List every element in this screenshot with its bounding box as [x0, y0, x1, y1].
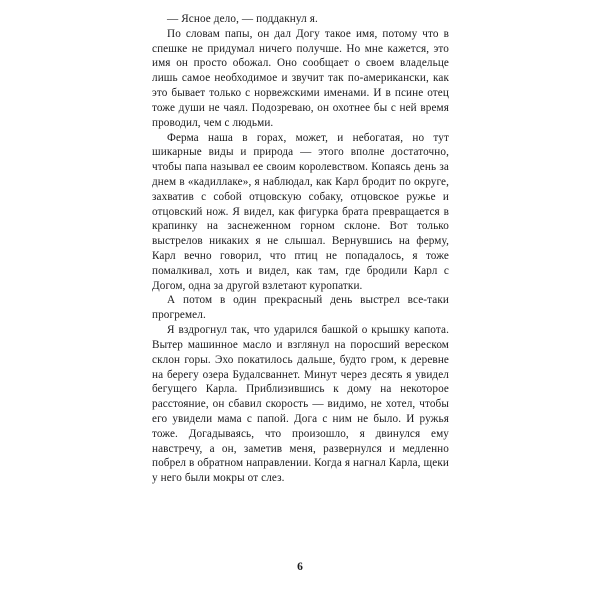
page-number: 6: [297, 561, 303, 573]
paragraph-4: А потом в один прекрасный день выстрел все-таки прогремел.: [152, 294, 449, 322]
paragraph-3: Ферма наша в горах, может, и небогатая, но тут шикарные виды и природа — этого вполне достаточно, чтобы папа называл ее своим королевством. Копаясь день за днем в «кадиллаке», я наблюдал, как Карл бродит по округе, захватив с собой отцовскую собаку, отцовское ружье и отцовский нож. Я видел, как фигурка брата превращается в крапинку на заснеженном горном склоне. Вот только выстрелов никаких я не слышал. Вернувшись на ферму, Карл вечно говорил, что птиц не попадалось, я тоже помалкивал, хоть и видел, как там, где бродили Карл с Догом, одна за другой взлетают куропатки.: [152, 131, 449, 292]
paragraph-5: Я вздрогнул так, что ударился башкой о крышку капота. Вытер машинное масло и взглянул на поросший вереском склон горы. Эхо покатилось дальше, будто гром, к деревне на берегу озера Будалсваннет. Минут через десять я увидел бегущего Карла. Приблизившись к дому на некоторое расстояние, он сбавил скорость — видимо, не хотел, чтобы его увидели мама с папой. Дога с ним не было. И ружья тоже. Догадываясь, что произошло, я двинулся ему навстречу, а он, заметив меня, развернулся и медленно побрел в обратном направлении. Когда я нагнал Карла, щеки у него были мокры от слез.: [152, 324, 449, 485]
paragraph-2: По словам папы, он дал Догу такое имя, потому что в спешке не придумал ничего получше. Но мне кажется, это имя он просто обожал. Оно сообщает о своем владельце лишь самое необходимое и звучит так по-американски, как это бывает только с норвежскими именами. И в псине отец тоже души не чаял. Подозреваю, он охотнее бы с ней время проводил, чем с людьми.: [152, 27, 449, 129]
paragraph-1: — Ясное дело, — поддакнул я.: [167, 13, 318, 25]
page-body-text: [152, 12, 449, 486]
